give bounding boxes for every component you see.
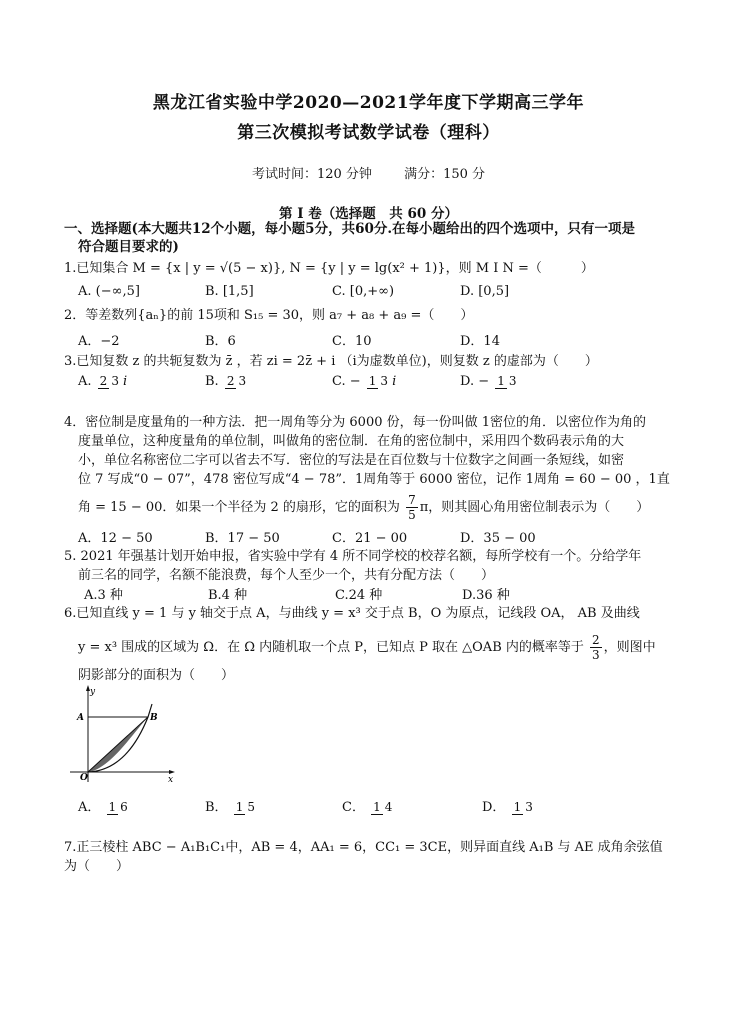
label-a: A [77,713,84,723]
q2-option-b[interactable]: B．6 [205,334,236,349]
q1-option-b[interactable]: B. [1,5] [205,284,254,299]
question-4-options [78,527,678,546]
q6-frac-den: 3 [592,648,600,662]
q3-c-prefix: C. − [332,374,361,389]
q4-line5-prefix: 角 = 15 − 00．如果一个半径为 2 的扇形，它的面积为 [78,500,400,515]
q3-a-suffix: i [122,374,128,389]
label-o: O [80,773,88,783]
q6-option-c[interactable] [342,796,482,815]
q4-line1: 4．密位制是度量角的一种方法．把一周角等分为 6000 份，每一份叫做 1密位的角．以密位作为角的 [64,415,647,430]
q1-option-a[interactable]: A. (−∞,5] [78,284,140,299]
q4-option-b[interactable]: B．17 − 50 [205,531,280,546]
part-title: 第 I 卷（选择题 共 60 分） [279,206,458,222]
q6-d-prefix: D． [482,800,506,815]
q6-a-prefix: A． [78,800,101,815]
q3-a-prefix: A. [78,374,92,389]
question-6-stem [64,604,690,685]
q2-option-d[interactable]: D．14 [460,334,500,349]
q7-line1: 7.正三棱柱 ABC − A₁B₁C₁中，AB = 4，AA₁ = 6，CC₁ = 3CE，则异面直线 A₁B 与 AE 成角余弦值 [64,840,663,855]
q5-option-a[interactable]: A.3 种 [84,588,123,603]
q6-a-num: 1 [108,800,117,814]
label-y: y [90,687,96,697]
q5-option-c[interactable]: C.24 种 [335,588,383,603]
question-1-stem: 1.已知集合 M = {x | y = √(5 − x)}, N = {y | y = lg(x² + 1)}，则 M I N =（ ） [64,261,594,276]
exam-time: 考试时间：120 分钟 [251,167,372,182]
q6-a-fraction [107,800,130,815]
q6-c-num: 1 [373,800,381,814]
q6-fraction [590,633,602,662]
q4-line5 [64,493,690,522]
q6-option-b[interactable] [205,796,342,815]
cubic-curve [88,704,152,772]
q4-option-d[interactable]: D．35 − 00 [460,531,536,546]
q6-a-den: 6 [120,800,128,814]
q4-line2: 度量单位，这种度量角的单位制，叫做角的密位制．在角的密位制中，采用四个数码表示角的大 [78,434,625,449]
segment-ob [88,717,148,772]
exam-title-line1: 黑龙江省实验中学2020—2021学年度下学期高三学年 [152,93,585,113]
label-x: x [168,775,174,785]
q2-option-a[interactable]: A．−2 [78,334,120,349]
q3-b-prefix: B. [205,374,219,389]
question-5-options [84,584,684,603]
q6-line3: 阴影部分的面积为（ ） [78,668,235,683]
q6-line2-suffix: ，则图中 [603,640,656,655]
q6-line2-prefix: y = x³ 围成的区域为 Ω．在 Ω 内随机取一个点 P，已知点 P 取在 △OAB 内的概率等于 [78,640,584,655]
q3-option-b[interactable] [205,374,332,389]
q3-b-den: 3 [238,374,247,388]
q3-a-den: 3 [111,374,119,388]
q3-c-fraction [367,374,390,389]
q7-line2: 为（ ） [64,859,130,874]
q5-option-b[interactable]: B.4 种 [208,588,248,603]
question-6-options [78,796,678,815]
q1-option-d[interactable]: D. [0,5] [460,284,510,299]
q4-line4: 位 7 写成“0 − 07”，478 密位写成“4 − 78”．1周角等于 6000 密位，记作 1周角 = 60 − 00 ，1直 [78,472,670,487]
q3-d-num: 1 [497,374,505,388]
question-5-stem [64,547,690,585]
q1-option-c[interactable]: C. [0,+∞) [332,284,395,299]
q3-b-fraction [225,374,248,389]
q6-option-a[interactable] [78,796,205,815]
question-3-stem: 3.已知复数 z 的共轭复数为 z̄ ，若 zi = 2z̄ + i （i为虚数单位)，则复数 z 的虚部为（ ） [64,354,598,369]
q6-b-fraction [234,800,257,815]
q6-d-num: 1 [513,800,522,814]
q5-line2: 前三名的同学，名额不能浪费，每个人至少一个，共有分配方法（ ） [78,568,495,583]
q3-d-fraction [495,374,518,389]
q6-b-num: 1 [235,800,244,814]
q3-c-suffix: i [392,374,397,389]
q6-b-den: 5 [247,800,255,814]
q3-option-a[interactable] [78,374,205,389]
q3-d-den: 3 [508,374,517,388]
full-score: 满分：150 分 [404,167,486,182]
q4-option-a[interactable]: A．12 − 50 [78,531,153,546]
question-4-stem [64,413,690,522]
q3-a-num: 2 [99,374,108,388]
section-heading [64,220,684,256]
q4-frac-num: 7 [408,493,416,507]
q6-c-den: 4 [384,800,393,814]
q6-line2 [64,633,690,662]
q6-figure [64,682,184,787]
q3-option-d[interactable] [460,374,521,389]
x-axis-arrow-icon [169,770,175,774]
q3-a-fraction [98,374,121,389]
q3-option-c[interactable] [332,374,460,389]
q5-line1: 5. 2021 年强基计划开始申报，省实验中学有 4 所不同学校的校荐名额，每所学校有一个。分给学年 [64,549,642,564]
question-3-options [78,374,678,389]
q4-option-c[interactable]: C．21 − 00 [332,531,408,546]
q6-d-fraction [512,800,535,815]
question-2-options [78,330,678,349]
q6-d-den: 3 [525,800,533,814]
q4-line5-suffix: π，则其圆心角用密位制表示为（ ） [419,500,650,515]
q6-c-prefix: C． [342,800,365,815]
q2-option-c[interactable]: C．10 [332,334,372,349]
section-heading-line1: 一、选择题(本大题共12个小题，每小题5分，共60分.在每小题给出的四个选项中，只有一项是 [64,221,636,237]
q3-b-num: 2 [226,374,235,388]
exam-title-line2: 第三次模拟考试数学试卷（理科） [237,123,500,143]
q3-d-prefix: D. − [460,374,490,389]
question-1-options [78,284,678,299]
question-7-stem [64,838,690,876]
question-2-stem: 2．等差数列{aₙ}的前 15项和 S₁₅ = 30，则 a₇ + a₈ + a₉ =（ ） [64,308,474,323]
label-b: B [150,713,158,723]
exam-meta [0,163,737,182]
q6-frac-num: 2 [592,633,600,647]
q6-c-fraction [371,800,394,815]
q3-c-den: 3 [380,374,389,388]
q6-option-d[interactable] [482,796,537,815]
q3-c-num: 1 [368,374,377,388]
q4-line3: 小，单位名称密位二字可以省去不写．密位的写法是在百位数与十位数字之间画一条短线，如密 [78,453,625,468]
q4-frac-den: 5 [408,508,416,522]
q4-fraction [406,493,418,522]
q6-b-prefix: B． [205,800,228,815]
section-heading-line2: 符合题目要求的) [78,239,179,255]
q6-line1: 6.已知直线 y = 1 与 y 轴交于点 A，与曲线 y = x³ 交于点 B，O 为原点，记线段 OA， AB 及曲线 [64,606,640,621]
q5-option-d[interactable]: D.36 种 [462,588,510,603]
